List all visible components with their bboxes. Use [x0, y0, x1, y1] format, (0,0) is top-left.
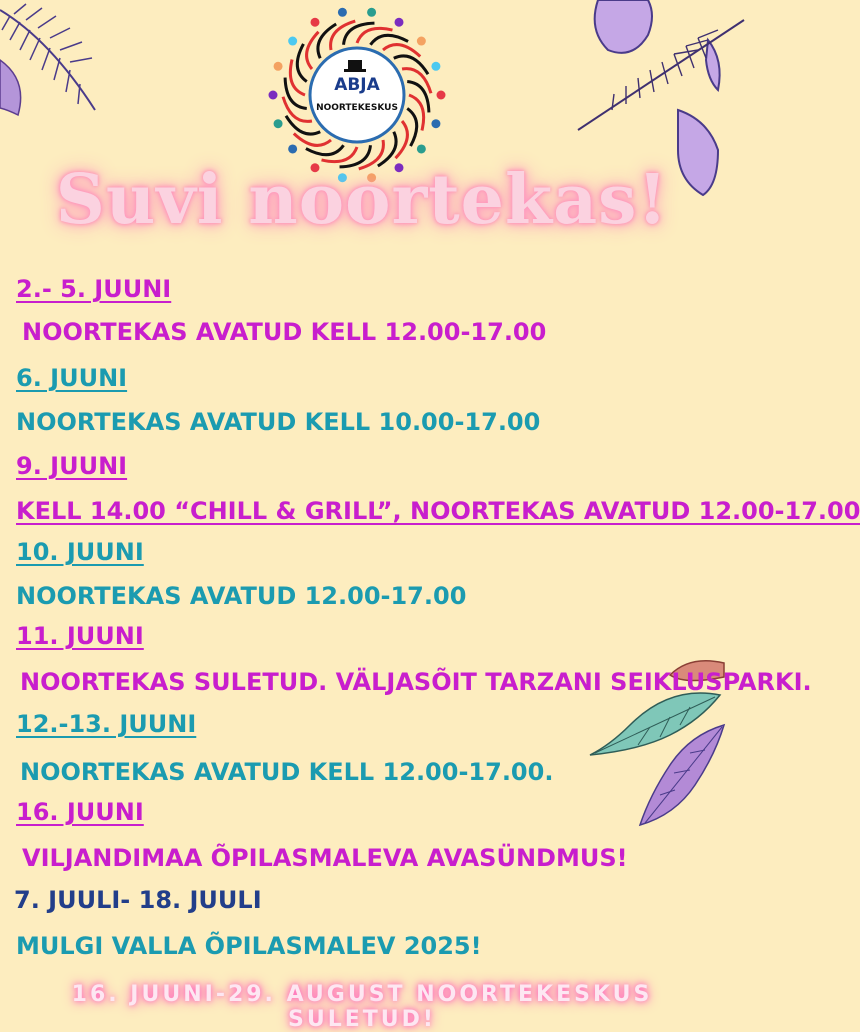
top-hat-icon — [348, 60, 362, 70]
date-7: 16. JUUNI — [16, 798, 144, 826]
date-4: 10. JUUNI — [16, 538, 144, 566]
event-3: KELL 14.00 “CHILL & GRILL”, NOORTEKAS AVATUD 12.00-17.00 — [16, 497, 860, 525]
event-5: NOORTEKAS SULETUD. VÄLJASÕIT TARZANI SEIKLUSPARKI. — [20, 668, 812, 696]
date-2: 6. JUUNI — [16, 364, 128, 392]
event-1: NOORTEKAS AVATUD KELL 12.00-17.00 — [22, 318, 547, 346]
monstera-leaf-top-left-icon — [0, 60, 30, 120]
date-6: 12.-13. JUUNI — [16, 710, 197, 738]
event-8: MULGI VALLA ÕPILASMALEV 2025! — [16, 932, 482, 960]
event-4: NOORTEKAS AVATUD 12.00-17.00 — [16, 582, 467, 610]
date-1: 2.- 5. JUUNI — [16, 275, 172, 303]
date-5: 11. JUUNI — [16, 622, 144, 650]
page-title: Suvi noortekas! — [55, 160, 669, 240]
logo-abja-text: ABJA — [334, 75, 380, 95]
date-3: 9. JUUNI — [16, 452, 128, 480]
date-8: 7. JUULI- 18. JUULI — [14, 886, 262, 914]
event-6: NOORTEKAS AVATUD KELL 12.00-17.00. — [20, 758, 554, 786]
closing-notice: 16. JUUNI-29. AUGUST NOORTEKESKUS SULETUD! — [71, 982, 653, 1032]
logo-noortekeskus-text: NOORTEKESKUS — [316, 103, 398, 113]
event-7: VILJANDIMAA ÕPILASMALEVA AVASÜNDMUS! — [22, 844, 628, 872]
event-2: NOORTEKAS AVATUD KELL 10.00-17.00 — [16, 408, 541, 436]
